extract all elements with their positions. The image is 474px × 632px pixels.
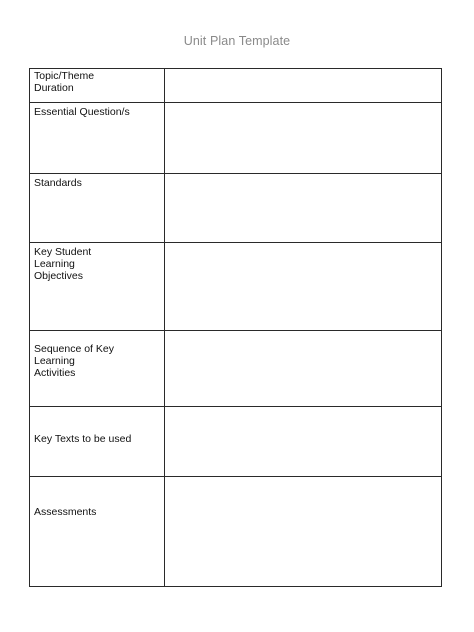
row-label-sequence-of-key-learning-activities: Sequence of Key Learning Activities (34, 343, 114, 380)
row-label-standards: Standards (34, 177, 82, 189)
table-row-topic-theme-duration (30, 69, 442, 103)
table-row-assessments (30, 477, 442, 587)
row-label-assessments: Assessments (34, 506, 97, 518)
label-cell (30, 174, 165, 243)
table-row-essential-questions (30, 103, 442, 174)
table-row-standards (30, 174, 442, 243)
row-label-topic-theme-duration: Topic/Theme Duration (34, 70, 95, 95)
value-cell-assessments (165, 477, 442, 587)
label-cell (30, 477, 165, 587)
row-label-key-texts: Key Texts to be used (34, 433, 132, 445)
document-title: Unit Plan Template (183, 34, 291, 48)
label-cell (30, 243, 165, 331)
value-cell-key-student-learning-objectives (165, 243, 442, 331)
row-label-key-student-learning-objectives: Key Student Learning Objectives (34, 246, 92, 283)
table-row-sequence-of-key-learning-activities (30, 331, 442, 407)
value-cell-standards (165, 174, 442, 243)
value-cell-essential-questions (165, 103, 442, 174)
value-cell-key-texts (165, 407, 442, 477)
row-label-essential-questions: Essential Question/s (34, 106, 130, 118)
label-cell (30, 103, 165, 174)
label-cell (30, 407, 165, 477)
table-row-key-student-learning-objectives (30, 243, 442, 331)
table-row-key-texts (30, 407, 442, 477)
label-cell (30, 69, 165, 103)
value-cell-sequence-of-key-learning-activities (165, 331, 442, 407)
value-cell-topic-theme-duration (165, 69, 442, 103)
label-cell (30, 331, 165, 407)
unit-plan-table (29, 68, 442, 587)
